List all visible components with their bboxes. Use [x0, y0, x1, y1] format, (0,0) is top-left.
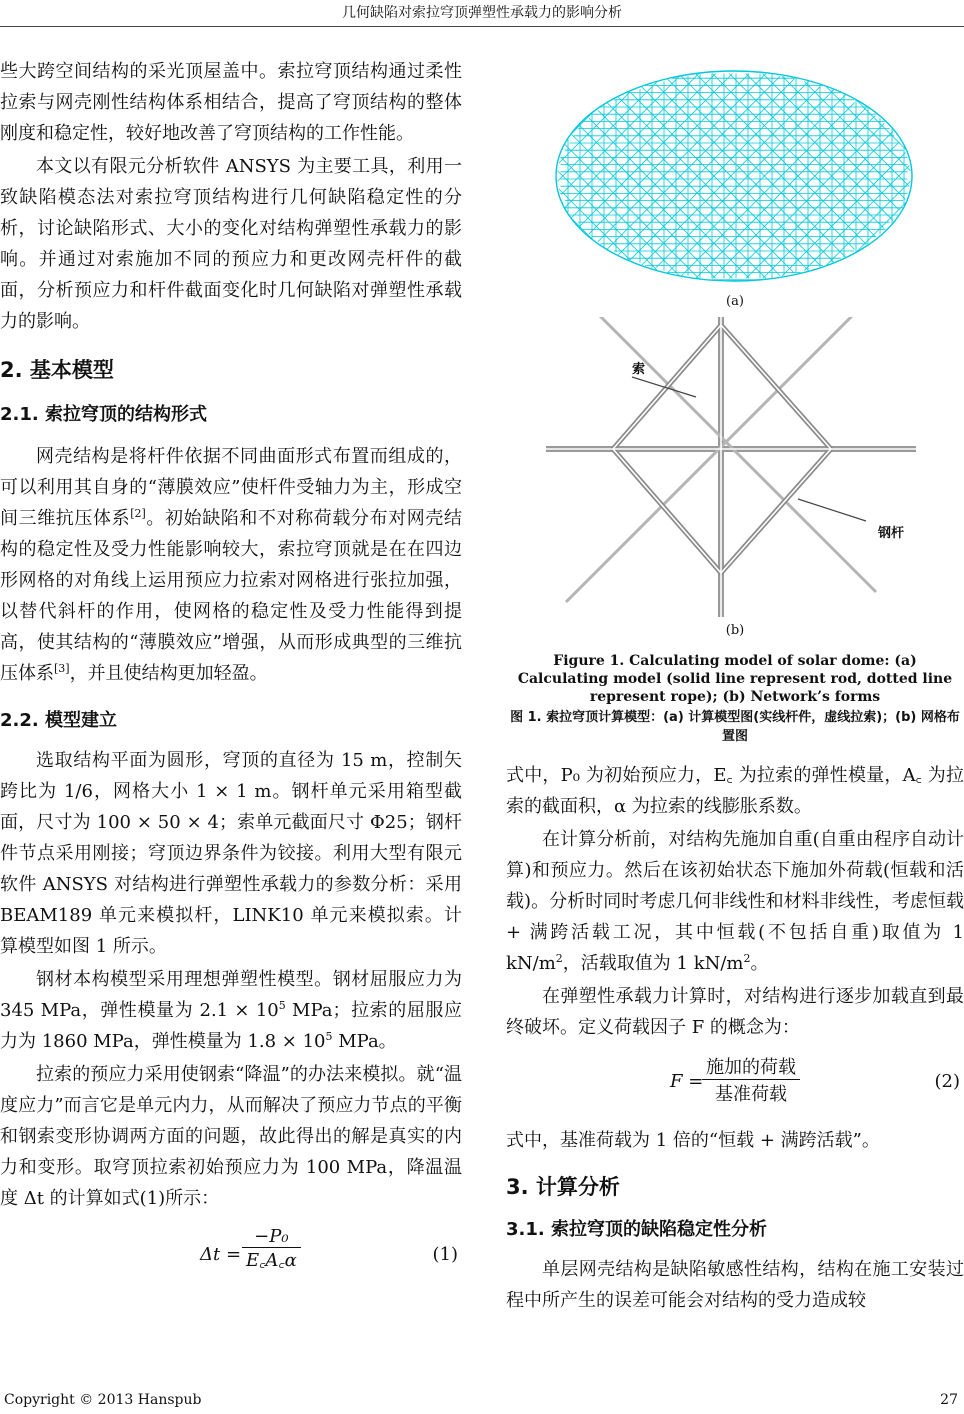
figure-1b-network [506, 317, 964, 617]
equation-1-lhs: Δt = [200, 1244, 242, 1265]
equation-1-numerator: −P₀ [242, 1226, 301, 1248]
paragraph-defect-analysis: 单层网壳结构是缺陷敏感性结构，结构在施工安装过程中所产生的误差可能会对结构的受力造成较 [506, 1259, 964, 1311]
running-header [0, 0, 964, 27]
cable-label: 索 [632, 362, 646, 377]
citation-3[interactable]: [3] [54, 662, 70, 675]
equation-2-numerator: 施加的荷载 [702, 1053, 800, 1080]
section-2-1-heading: 2.1. 索拉穹顶的结构形式 [0, 404, 207, 425]
figure-1-caption-en: Figure 1. Calculating model of solar dome: (a) Calculating model (solid line represent rod, dotted line represent rope); (b) Network’s forms [517, 653, 953, 705]
equation-2-number: (2) [934, 1071, 960, 1092]
section-3-heading: 3. 计算分析 [506, 1175, 620, 1199]
citation-2[interactable]: [2] [130, 507, 146, 520]
left-column [0, 56, 462, 1292]
paragraph-material: 钢材本构模型采用理想弹塑性模型。钢材屈服应力为 345 MPa，弹性模量为 $2.1 \times 10^5$ MPa；拉索的屈服应力为 1860 MPa，弹性模量为 $1.8 \times 10^5$ MPa。 [0, 969, 462, 1052]
paragraph-prestress: 拉索的预应力采用使钢索“降温”的办法来模拟。就“温度应力”而言它是单元内力，从而解决了预应力节点的平衡和钢索变形协调两方面的问题，故此得出的解是真实的内力和变形。取穹顶拉索初始预应力为 100 MPa，降温温度 Δt 的计算如式(1)所示： [0, 1064, 462, 1209]
paragraph-loading: 在计算分析前，对结构先施加自重(自重由程序自动计算)和预应力。然后在该初始状态下施加外荷载(恒载和活载)。分析时同时考虑几何非线性和材料非线性，考虑恒载 + 满跨活载工况，其中恒载(不包括自重)取值为 1 $kN/m^2$，活载取值为 1 $kN/m^2$。 [506, 829, 964, 974]
paragraph-intro-end: 些大跨空间结构的采光顶屋盖中。索拉穹顶结构通过柔性拉索与网壳刚性结构体系相结合，提高了穹顶结构的整体刚度和稳定性，较好地改善了穹顶结构的工作性能。 [0, 61, 462, 144]
equation-2-denominator: 基准荷载 [715, 1084, 787, 1105]
equation-1-fraction [242, 1226, 301, 1272]
paragraph-reference-load: 式中，基准荷载为 1 倍的“恒载 + 满跨活载”。 [506, 1130, 880, 1151]
equation-1 [0, 1222, 462, 1292]
figure-1 [506, 48, 964, 746]
paragraph-structure-form: 网壳结构是将杆件依据不同曲面形式布置而组成的，可以利用其自身的“薄膜效应”使杆件受轴力为主，形成空间三维抗压体系[2]。初始缺陷和不对称荷载分布对网壳结构的稳定性及受力性能影响较大，索拉穹顶就是在在四边形网格的对角线上运用预应力拉索对网格进行张拉加强，以替代斜杆的作用，使网格的稳定性及受力性能得到提高，使其结构的“薄膜效应”增强，从而形成典型的三维抗压体系[3]，并且使结构更加轻盈。 [0, 446, 462, 684]
figure-1a-label: (a) [726, 294, 744, 309]
figure-1a-dome-mesh [506, 48, 964, 288]
figure-1b-label: (b) [725, 623, 745, 638]
footer-page-number: 27 [940, 1392, 958, 1408]
equation-2-fraction [702, 1053, 800, 1106]
header-title: 几何缺陷对索拉穹顶弹塑性承载力的影响分析 [342, 5, 622, 21]
equation-2 [506, 1049, 964, 1119]
rod-label: 钢杆 [878, 526, 905, 541]
section-2-heading: 2. 基本模型 [0, 358, 114, 382]
paragraph-objective: 本文以有限元分析软件 ANSYS 为主要工具，利用一致缺陷模态法对索拉穹顶结构进行几何缺陷稳定性的分析，讨论缺陷形式、大小的变化对结构弹塑性承载力的影响。并通过对索施加不同的预应力和更改网壳杆件的截面，分析预应力和杆件截面变化时几何缺陷对弹塑性承载力的影响。 [0, 156, 462, 332]
equation-2-lhs: F = [670, 1071, 704, 1092]
paragraph-model-setup: 选取结构平面为圆形，穹顶的直径为 15 m，控制矢跨比为 1/6，网格大小 1 × 1 m。钢杆单元采用箱型截面，尺寸为 100 × 50 × 4；索单元截面尺寸 Φ25；钢杆件节点采用刚接；穹顶边界条件为铰接。利用大型有限元软件 ANSYS 对结构进行弹塑性承载力的参数分析：采用 BEAM189 单元来模拟杆，LINK10 单元来模拟索。计算模型如图 1 所示。 [0, 750, 462, 957]
paragraph-load-factor: 在弹塑性承载力计算时，对结构进行逐步加载直到最终破坏。定义荷载因子 F 的概念为： [506, 986, 964, 1038]
section-3-1-heading: 3.1. 索拉穹顶的缺陷稳定性分析 [506, 1219, 767, 1240]
figure-1-caption-cn: 图 1. 索拉穹顶计算模型：(a) 计算模型图(实线杆件，虚线拉索)；(b) 网格布置图 [510, 710, 960, 744]
footer-copyright: Copyright © 2013 Hanspub [4, 1392, 202, 1408]
section-2-2-heading: 2.2. 模型建立 [0, 710, 117, 731]
right-column [506, 48, 964, 1316]
paragraph-symbols: 式中，P₀ 为初始预应力，E꜀ 为拉索的弹性模量，A꜀ 为拉索的截面积，α 为拉索的线膨胀系数。 [506, 765, 964, 817]
equation-1-denominator: E꜀A꜀α [246, 1250, 297, 1271]
equation-1-number: (1) [432, 1244, 458, 1265]
